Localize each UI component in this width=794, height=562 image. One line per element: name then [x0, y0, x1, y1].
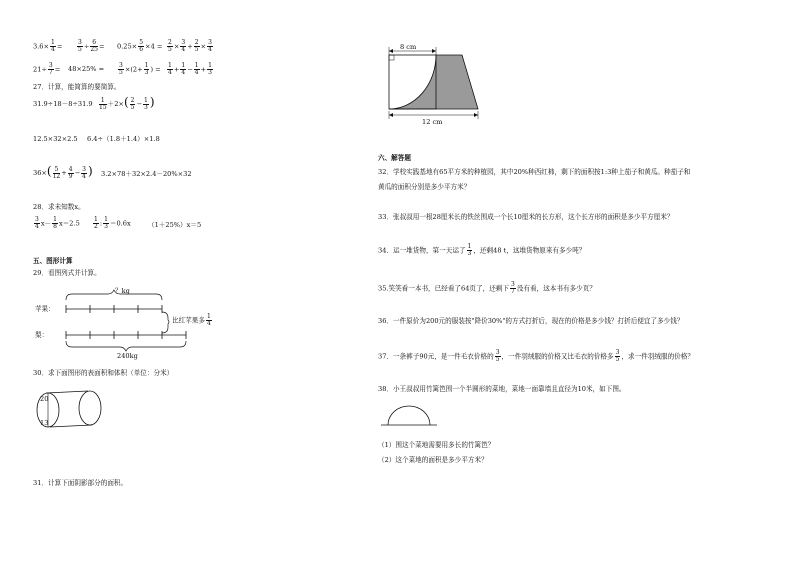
section5-title: 五、图形计算 [33, 257, 73, 265]
q30-heading: 30．求下面图形的表面积和体积（单位：分米） [33, 369, 174, 377]
figure-bottom-label: 12 cm [422, 118, 443, 126]
pear-label: 梨： [35, 331, 49, 339]
calc-row1-b: $\frac{3}{5}$ ÷ $\frac{6}{25}$ = [78, 39, 105, 53]
q35: 35.笑笑看一本书，已经看了64页了，还剩下 $\frac{3}{7}$ 没有看，这本书有多少页？ [378, 281, 596, 295]
pear-qty-label: 240kg [117, 352, 138, 360]
q27-e: 36×( $\frac{5}{12}$ + $\frac{4}{9}$ − $\frac{3}{4}$ ) [33, 164, 93, 180]
q28-a: $\frac{3}{4}$ x－ $\frac{1}{8}$ x＝2.5 [35, 216, 80, 230]
cylinder-diameter-label: 13 [40, 419, 49, 427]
q27-b: $\frac{1}{15}$ ＋2×( $\frac{2}{5}$ − $\frac{1}{3}$ ) [99, 95, 155, 111]
figure-top-label: 8 cm [400, 43, 417, 51]
calc-row2-a: 21÷ $\frac{3}{7}$ = [33, 62, 61, 76]
q27-f: 3.2×78＋32×2.4－20%×32 [101, 170, 192, 178]
q38: 38．小王叔叔用竹篱笆围一个半圆形的菜地，菜地一面靠墙且直径为10米，如下图。 [378, 385, 626, 393]
calc-row1-c: 0.25× $\frac{5}{6}$ ×4 = [117, 39, 163, 53]
q28-b: $\frac{1}{2}$ : $\frac{1}{3}$ ＝0.6x [94, 216, 131, 230]
q27-d: 6.4÷（1.8＋1.4）×1.8 [87, 135, 160, 143]
q27-heading: 27．计算，能简算的要简算。 [33, 83, 121, 91]
section6-title: 六、解答题 [378, 154, 411, 162]
q28-heading: 28．求未知数x。 [33, 203, 85, 211]
more-than-label: 比红苹果多 $\frac{1}{4}$ [172, 313, 211, 327]
q38-part2: （2）这个菜地的面积是多少平方米？ [378, 456, 488, 464]
q32-line1: 32．学校实践基地有65平方米的种植园，其中20%种西红柿，剩下的面积按1:3种上茄子和黄瓜。种茄子和 [378, 168, 691, 176]
apple-qty-label: ？kg [115, 287, 130, 295]
q33: 33．张叔叔用一根28厘米长的铁丝围成一个长10厘米的长方形，这个长方形的面积是多少平方厘米？ [378, 213, 674, 221]
calc-row2-c: $\frac{3}{5}$ ×(2+ $\frac{1}{3}$ ) = [119, 62, 161, 76]
calc-row2-d: $\frac{1}{4}$ + $\frac{1}{4}$ − $\frac{1}{4}$ + $\frac{1}{3}$ [168, 62, 212, 76]
calc-row1-a: 3.6× $\frac{1}{4}$ = [33, 39, 63, 53]
calc-row1-d: $\frac{2}{5}$ × $\frac{3}{4}$ + $\frac{2}{5}$ × $\frac{3}{4}$ [168, 39, 212, 53]
q27-a: 31.9÷18－8÷31.9 [33, 100, 93, 108]
q34: 34．运一堆货物，第一天运了 $\frac{1}{3}$ ，还剩48 t，这堆货物原来有多少吨？ [378, 243, 586, 257]
apple-label: 苹果： [35, 305, 55, 313]
q31-heading: 31．计算下面阴影部分的面积。 [33, 479, 128, 487]
q32-line2: 黄瓜的面积分别是多少平方米？ [378, 183, 471, 191]
q37: 37．一条裤子90元，是一件毛衣价格的 $\frac{3}{5}$ ，一件羽绒服的价格又比毛衣的价格多 $\frac{3}{5}$ ，求一件羽绒服的价格？ [378, 349, 694, 363]
q28-c: （1＋25%）x＝5 [148, 221, 202, 229]
calc-row2-b: 48×25% = [68, 65, 105, 73]
cylinder-height-label: 20 [40, 395, 49, 403]
q36: 36．一件原价为200元的服装按"降价30%"的方式打折后，现在的价格是多少钱？打折后便宜了多少钱？ [378, 317, 684, 325]
q27-c: 12.5×32×2.5 [33, 135, 78, 143]
q38-part1: （1）围这个菜地需要用多长的竹篱笆？ [378, 441, 495, 449]
q29-heading: 29．看图列式并计算。 [33, 269, 101, 277]
